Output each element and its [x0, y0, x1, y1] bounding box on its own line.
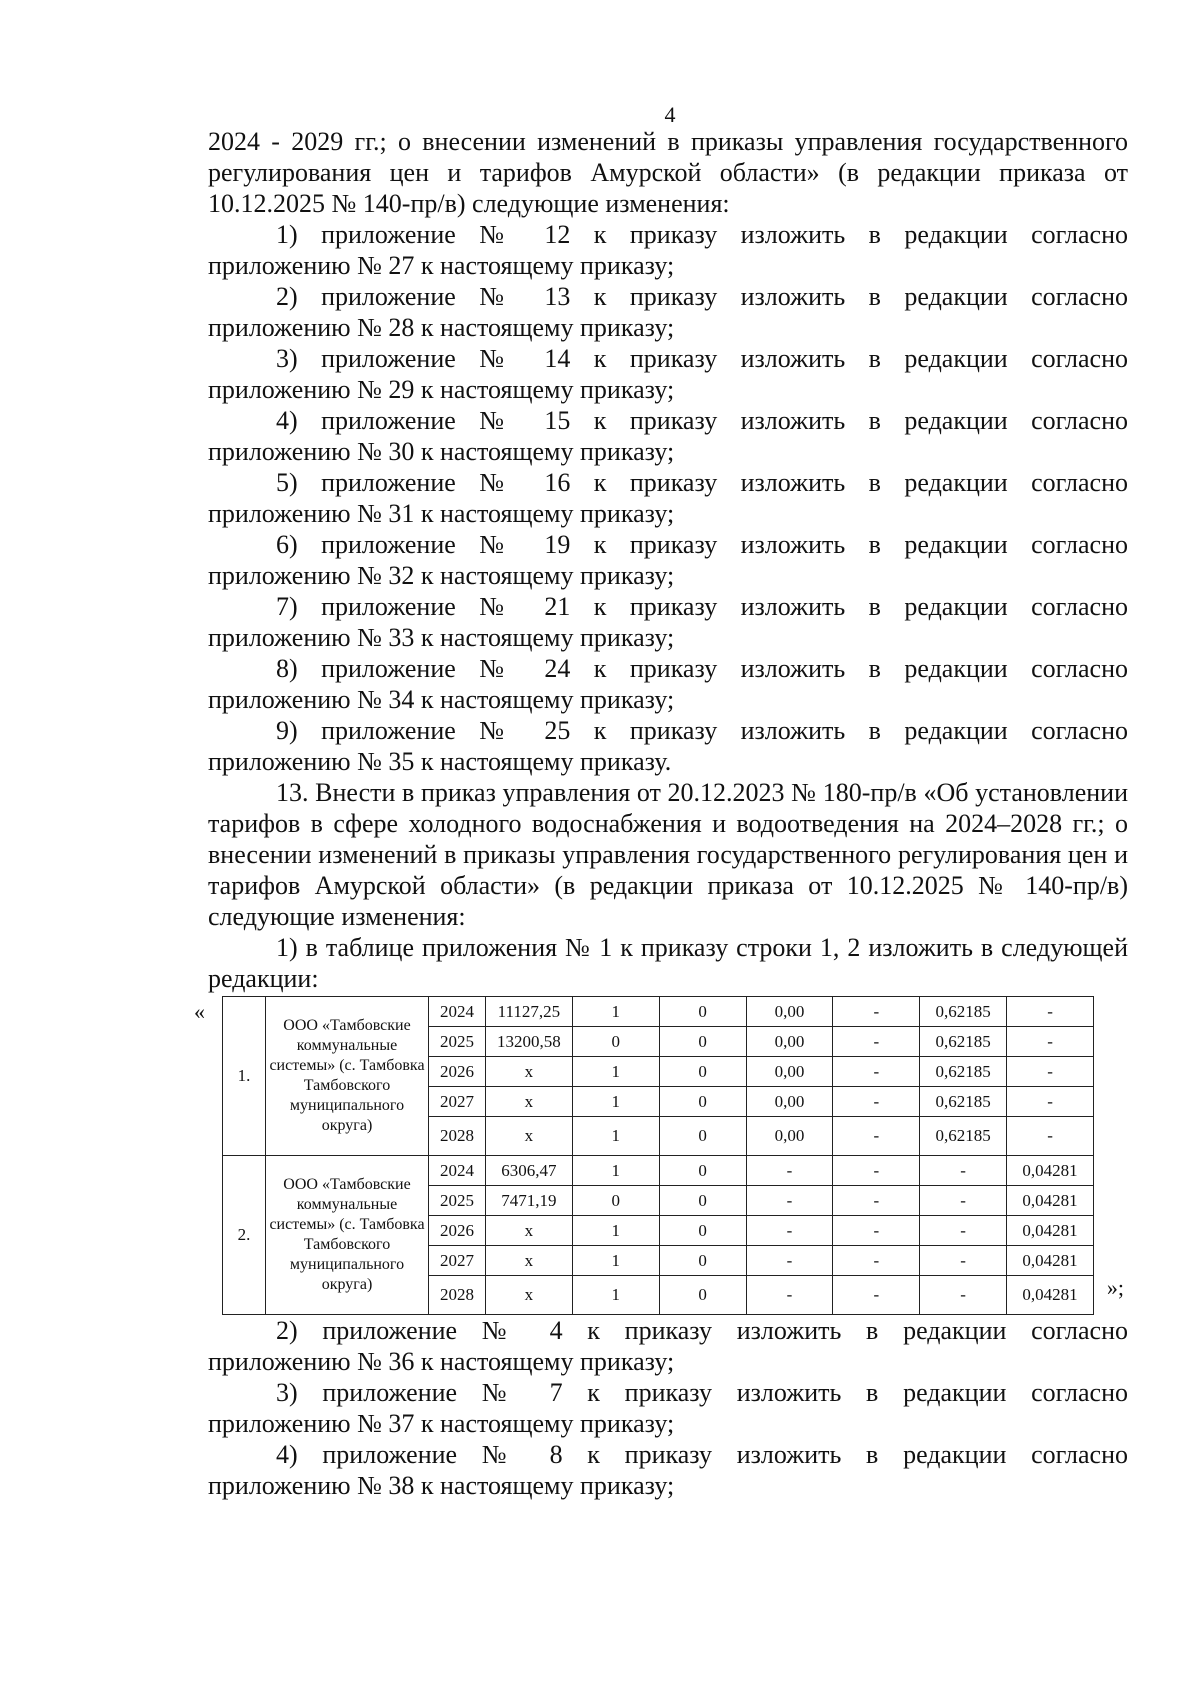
value-cell: 0 [572, 1186, 659, 1216]
value-cell: 0,00 [746, 1117, 833, 1156]
amendment-list-a [208, 219, 1128, 777]
amendment-item-line1: 4) приложение № 8 к приказу изложить в редакции согласно [276, 1440, 1128, 1469]
amendment-item-line1: 2) приложение № 13 к приказу изложить в редакции согласно [276, 282, 1128, 311]
amendment-item [208, 405, 1128, 467]
amendment-item-line1: 1) приложение № 12 к приказу изложить в редакции согласно [276, 220, 1128, 249]
value-cell: 0 [572, 1027, 659, 1057]
value-cell: - [1007, 1087, 1094, 1117]
value-cell: - [746, 1246, 833, 1276]
amendment-item-line2: приложению № 30 к настоящему приказу; [208, 437, 675, 466]
value-cell: - [1007, 1057, 1094, 1087]
value-cell: - [920, 1246, 1007, 1276]
value-cell: 0,00 [746, 1027, 833, 1057]
table-row [223, 1156, 1094, 1186]
year-cell: 2028 [429, 1117, 486, 1156]
amendment-item-line2: приложению № 28 к настоящему приказу; [208, 313, 675, 342]
value-cell: 1 [572, 1216, 659, 1246]
value-cell: - [746, 1216, 833, 1246]
amendment-item-line1: 2) приложение № 4 к приказу изложить в редакции согласно [276, 1316, 1128, 1345]
value-cell: 0,00 [746, 1057, 833, 1087]
page-number: 4 [664, 102, 676, 127]
amendment-item [208, 219, 1128, 281]
amendment-item-line1: 3) приложение № 7 к приказу изложить в редакции согласно [276, 1378, 1128, 1407]
amendment-item-line2: приложению № 35 к настоящему приказу. [208, 747, 672, 776]
year-cell: 2027 [429, 1246, 486, 1276]
amendment-item-line1: 4) приложение № 15 к приказу изложить в редакции согласно [276, 406, 1128, 435]
value-cell: х [486, 1276, 573, 1315]
value-cell: 0,62185 [920, 997, 1007, 1027]
value-cell: - [746, 1156, 833, 1186]
intro-paragraph: 2024 - 2029 гг.; о внесении изменений в приказы управления государственного регулирования цен и тарифов Амурской области» (в редакции приказа от 10.12.2025 № 140-пр/в) следующие изменения: [208, 127, 1128, 218]
value-cell: - [833, 1057, 920, 1087]
value-cell: 1 [572, 1276, 659, 1315]
value-cell: 13200,58 [486, 1027, 573, 1057]
amendment-item-line2: приложению № 37 к настоящему приказу; [208, 1409, 675, 1438]
value-cell: 0 [659, 1156, 746, 1186]
value-cell: 1 [572, 1246, 659, 1276]
tariff-table [222, 996, 1094, 1315]
value-cell: - [1007, 997, 1094, 1027]
amendment-list-b [208, 1315, 1128, 1501]
amendment-item-line2: приложению № 34 к настоящему приказу; [208, 685, 675, 714]
year-cell: 2026 [429, 1057, 486, 1087]
amendment-item-line1: 9) приложение № 25 к приказу изложить в редакции согласно [276, 716, 1128, 745]
amendment-item-line1: 7) приложение № 21 к приказу изложить в редакции согласно [276, 592, 1128, 621]
value-cell: 0 [659, 1087, 746, 1117]
organization-name: ООО «Тамбовские коммунальные системы» (с. Тамбовка Тамбовского муниципального округа) [266, 1156, 429, 1315]
amendment-item [208, 529, 1128, 591]
value-cell: 0,62185 [920, 1087, 1007, 1117]
value-cell: - [833, 1156, 920, 1186]
amendment-item [208, 715, 1128, 777]
quote-close: »; [1106, 1275, 1124, 1300]
value-cell: - [833, 1117, 920, 1156]
value-cell: 0,04281 [1007, 1246, 1094, 1276]
amendment-item [208, 467, 1128, 529]
value-cell: 11127,25 [486, 997, 573, 1027]
value-cell: 7471,19 [486, 1186, 573, 1216]
value-cell: 0 [659, 997, 746, 1027]
amendment-item-line1: 3) приложение № 14 к приказу изложить в редакции согласно [276, 344, 1128, 373]
value-cell: - [833, 1087, 920, 1117]
year-cell: 2025 [429, 1186, 486, 1216]
value-cell: - [1007, 1117, 1094, 1156]
value-cell: х [486, 1216, 573, 1246]
value-cell: 0,62185 [920, 1057, 1007, 1087]
organization-name: ООО «Тамбовские коммунальные системы» (с. Тамбовка Тамбовского муниципального округа) [266, 997, 429, 1156]
value-cell: 0 [659, 1186, 746, 1216]
value-cell: - [833, 1027, 920, 1057]
value-cell: 0,04281 [1007, 1186, 1094, 1216]
value-cell: 1 [572, 997, 659, 1027]
amendment-item-line2: приложению № 36 к настоящему приказу; [208, 1347, 675, 1376]
amendment-item-line2: приложению № 29 к настоящему приказу; [208, 375, 675, 404]
amendment-item-line1: 8) приложение № 24 к приказу изложить в редакции согласно [276, 654, 1128, 683]
section-13-paragraph: 13. Внести в приказ управления от 20.12.2023 № 180-пр/в «Об установлении тарифов в сфере холодного водоснабжения и водоотведения на 2024–2028 гг.; о внесении изменений в приказы управления государственного регулирования цен и тарифов Амурской области» (в редакции приказа от 10.12.2025 № 140-пр/в) следующие изменения: [208, 778, 1128, 931]
value-cell: 0,62185 [920, 1117, 1007, 1156]
year-cell: 2024 [429, 1156, 486, 1186]
value-cell: 0 [659, 1216, 746, 1246]
year-cell: 2025 [429, 1027, 486, 1057]
amendment-item-line1: 6) приложение № 19 к приказу изложить в редакции согласно [276, 530, 1128, 559]
tariff-table-wrap [194, 996, 1128, 1315]
value-cell: 0,04281 [1007, 1156, 1094, 1186]
value-cell: х [486, 1087, 573, 1117]
value-cell: - [833, 1186, 920, 1216]
value-cell: 0,00 [746, 997, 833, 1027]
value-cell: - [920, 1156, 1007, 1186]
value-cell: х [486, 1117, 573, 1156]
amendment-item [208, 1439, 1128, 1501]
document-body [194, 126, 1128, 1501]
amendment-item [208, 1315, 1128, 1377]
value-cell: 0 [659, 1027, 746, 1057]
value-cell: 0,04281 [1007, 1216, 1094, 1246]
amendment-item [208, 653, 1128, 715]
amendment-item [208, 281, 1128, 343]
value-cell: - [833, 997, 920, 1027]
table-intro: 1) в таблице приложения № 1 к приказу строки 1, 2 изложить в следующей редакции: [208, 933, 1128, 993]
value-cell: 0 [659, 1057, 746, 1087]
amendment-item [208, 1377, 1128, 1439]
value-cell: - [920, 1276, 1007, 1315]
row-number: 1. [223, 997, 266, 1156]
value-cell: х [486, 1246, 573, 1276]
amendment-item-line2: приложению № 27 к настоящему приказу; [208, 251, 675, 280]
year-cell: 2024 [429, 997, 486, 1027]
value-cell: 1 [572, 1087, 659, 1117]
amendment-item-line1: 5) приложение № 16 к приказу изложить в редакции согласно [276, 468, 1128, 497]
value-cell: 0,00 [746, 1087, 833, 1117]
value-cell: 0 [659, 1246, 746, 1276]
value-cell: - [746, 1276, 833, 1315]
amendment-item-line2: приложению № 31 к настоящему приказу; [208, 499, 675, 528]
row-number: 2. [223, 1156, 266, 1315]
value-cell: 1 [572, 1117, 659, 1156]
value-cell: - [833, 1246, 920, 1276]
value-cell: 0 [659, 1117, 746, 1156]
value-cell: - [1007, 1027, 1094, 1057]
value-cell: 1 [572, 1156, 659, 1186]
value-cell: - [833, 1276, 920, 1315]
amendment-item-line2: приложению № 33 к настоящему приказу; [208, 623, 675, 652]
year-cell: 2028 [429, 1276, 486, 1315]
value-cell: - [920, 1186, 1007, 1216]
value-cell: 0 [659, 1276, 746, 1315]
value-cell: 0,62185 [920, 1027, 1007, 1057]
amendment-item-line2: приложению № 32 к настоящему приказу; [208, 561, 675, 590]
year-cell: 2026 [429, 1216, 486, 1246]
value-cell: - [833, 1216, 920, 1246]
value-cell: 0,04281 [1007, 1276, 1094, 1315]
amendment-item [208, 591, 1128, 653]
quote-open: « [194, 999, 205, 1024]
value-cell: - [920, 1216, 1007, 1246]
amendment-item-line2: приложению № 38 к настоящему приказу; [208, 1471, 675, 1500]
value-cell: х [486, 1057, 573, 1087]
value-cell: 6306,47 [486, 1156, 573, 1186]
table-row [223, 997, 1094, 1027]
value-cell: - [746, 1186, 833, 1216]
year-cell: 2027 [429, 1087, 486, 1117]
amendment-item [208, 343, 1128, 405]
value-cell: 1 [572, 1057, 659, 1087]
